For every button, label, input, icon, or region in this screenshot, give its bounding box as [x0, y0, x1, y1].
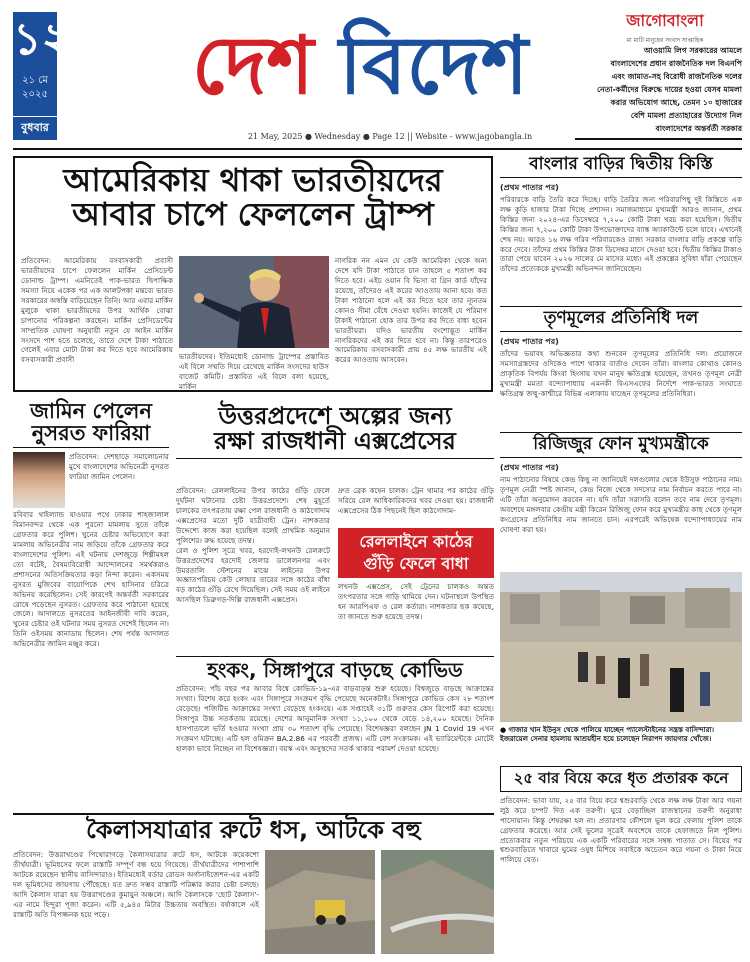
rajdhani-col-2-bottom: লখনউ এক্সপ্রেস, সেই ট্রেনের চালকও অন্তত তৎপরতার সঙ্গে গাড়ি থামিয়ে দেন। ঘটনাস্থলে উপস্থিত হন আরপিএফ ও রেল কর্তারা। নাশকতার ছক কষেছে, তা জানতে শুরু হয়েছে তদন্ত। — [338, 582, 494, 621]
rijiju-story — [500, 432, 742, 568]
kailash-headline: কৈলাসযাত্রার রুটে ধস, আটকে বহু — [86, 816, 421, 844]
fraud-headline: ২৫ বার বিয়ে করে ধৃত প্রতারক কনে — [500, 766, 742, 792]
covid-story — [176, 656, 494, 812]
callout-line2: গুঁড়ি ফেলে বাধা — [363, 554, 469, 573]
dateline: 21 May, 2025 ● Wednesday ● Page 12 || Website - www.jagobangla.in — [247, 132, 533, 141]
nusrat-headline-line1: জামিন পেলেন — [30, 399, 152, 423]
nusrat-story — [13, 400, 169, 808]
masthead-rule — [13, 148, 742, 150]
issue-year: ২০২৫ — [22, 89, 48, 100]
kailash-story — [13, 818, 494, 956]
rajdhani-headline — [176, 404, 494, 459]
rajdhani-callout — [338, 528, 494, 578]
nusrat-body: রবিবার থাইল্যান্ড যাওয়ার পথে ঢাকার শাহজালাল বিমানবন্দর থেকে এক পুরনো মামলায় সুতে তাঁকে গ্রেফতার করে পুলিশ। খুনের চেষ্টার অভিযোগে করা মামলায় অভিনেত্রীর নাম জড়িয়ে তাঁকে গ্রেফতার করে বাংলাদেশের পুলিশ। এই ঘটনায় দেশজুড়ে শিল্পীমহল তো বটেই, বৈষম্যবিরোধী আন্দোলনের সমর্থকরাও প্রশাসনের অতিসক্রিয়তার কড়া নিন্দা করেন। একসময় নুসরত মুজিবের বায়োপিকে শেখ হাসিনার চরিত্রে অভিনয় করেছিলেন। সেই কারণেই অন্তর্বর্তী সরকারের রোষে পড়েছেন নুসরত। গ্রেফতার করে পাঠানো হয়েছে জেলে। আদালতে নুসরতের আইনজীবী দাবি করেন, খুনের চেষ্টার ওই ঘটনার সময় নুসরত দেশেই ছিলেন না। তিনি ওইসময় কানাডায় ছিলেন। শেষ পর্যন্ত আদালত অভিনেত্রীর জামিন মঞ্জুর করে। — [13, 510, 169, 649]
brand-block — [590, 8, 740, 44]
teaser-line: এবং জামাত-সহ বিরোধী রাজনৈতিক দলের — [611, 72, 742, 81]
page-number-box — [13, 12, 71, 140]
tmc-delegate-story — [500, 306, 742, 428]
landslide-photo-1 — [265, 850, 375, 954]
lead-story-box — [13, 156, 493, 392]
nusrat-headline-line2: নুসরত ফারিয়া — [31, 421, 151, 446]
nusrat-photo — [13, 452, 65, 508]
rajdhani-col-1-para1: প্রতিবেদন: রেললাইনের উপর কাঠের গুঁড়ি ফেলে দুর্ঘটনা ঘটানোর চেষ্টা উত্তরপ্রদেশে। শেষ মুহূর্তে চালকের তৎপরতায় রক্ষা পেল রাজধানী ও কাঠগোদাম এক্সপ্রেসের মতো দুটি যাত্রীবাহী ট্রেন। নাশকতার উদ্দেশ্যে কাজ করা হয়েছিল বলেই প্রাথমিক অনুমান পুলিশের। রুদ্ধ হয়েছে তদন্ত। — [176, 486, 330, 545]
refugees-photo-icon — [500, 572, 742, 722]
rajdhani-col-1 — [176, 486, 330, 654]
bottom-rule — [13, 813, 494, 815]
person-pointing-icon — [179, 256, 329, 348]
section-title-part1: দেশ — [191, 19, 314, 112]
lead-headline-line2: আবার চাপে ফেললেন ট্রাম্প — [72, 194, 434, 233]
rajdhani-headline-line1: উত্তরপ্রদেশে অল্পের জন্য — [218, 402, 452, 430]
kailash-body: প্রতিবেদন: উত্তরাখণ্ডের পিথোরাগড়ে কৈলাসযাত্রার রুটে ধস, আটকে কয়েকশো তীর্থযাত্রী। ভূমিধসের ফলে রাস্তাটি সম্পূর্ণ বন্ধ হয়ে গিয়েছে। তীর্থযাত্রীদের পাশাপাশি আটকে রয়েছেন স্থানীয় বাসিন্দারাও। ইতিমধ্যেই বর্ডার রোডস অর্গানাইজেশন-এর একটি দল ভূমিধসের জায়গায় পৌঁছেছে। যত দ্রুত সম্ভব রাস্তাটি পরিষ্কার করার চেষ্টা চলছে। আদি কৈলাস যাত্রা হয় উত্তরাখণ্ডের কুমায়ুন অঞ্চলে। আদি কৈলাসকে 'ছোট কৈলাস'-এর নামে হিন্দুরা পূজা করেন। এটি ৫,৯৪৫ মিটার উচ্চতায় অবস্থিত। বর্ষাকালে এই রাস্তাটি অতি বিপজ্জনক হয়ে পড়ে। — [13, 850, 259, 919]
covid-headline: হংকং, সিঙ্গাপুরে বাড়ছে কোভিড — [176, 656, 494, 681]
landslide-icon — [265, 850, 375, 954]
bangla-house-body: পরিবারকে বাড়ি তৈরি করে দিচ্ছে। বাড়ি তৈরির জন্য পরিবারপিছু দুই কিস্তিতে এক লক্ষ কুড়ি হাজার টাকা দিচ্ছে প্রশাসন। সমাজমাধ্যমে মুখ্যমন্ত্রী আরও জানান, প্রথম কিস্তির জন্য ২০২৪-এর ডিসেম্বরে ৭,২০০ কোটি টাকা খরচ করা হয়েছিল। দ্বিতীয় কিস্তির জন্য ৭,২০০ কোটি টাকা উপভোক্তাদের ব্যাঙ্ক অ্যাকাউন্টে চলে যাবে। এখানেই শেষ নয়। আরও ১৬ লক্ষ গরিব পরিবারকেও রাজ্য সরকার বাংলার বাড়ি প্রকল্পে বাড়ি করে দেবে। তাঁদের প্রথম কিস্তির টাকা ডিসেম্বর মাসে দেওয়া হবে। দ্বিতীয় কিস্তির টাকাও তারা পেয়ে যাবেন ২০২৬ সালের মে মাসের মধ্যে। এই প্রকল্পের সুবিধা যাঁরা পেয়েছেন তাঁদের প্রত্যেককে মুখ্যমন্ত্রী অভিনন্দন জানিয়েছেন। — [500, 194, 743, 274]
teaser-line: আওয়ামি লিগ সরকারের আমলে — [643, 46, 742, 55]
section-title — [150, 6, 570, 136]
fraud-body: প্রতিবেদন: ভাবা যায়, ২৫ বার বিয়ে করে শ্বশুরবাড়ি থেকে লক্ষ লক্ষ টাকা আর গয়না লুঠ করে চম্পট দিত এক তরুণী। ঘুরে বেড়াচ্ছিল রাজস্থানের তরুণী অনুরাধা পাসোয়ান। কিন্তু শেষরক্ষা হল না। প্রতারণার কৌশলে ভুল করে ফেলায় পুলিশ তাকে গ্রেফতার করেছে। আর সেই ভুলের সূত্রেই অবশেষে তাকে হেফাজতে নিল পুলিশ। প্রত্যেকবার নতুন পরিচয়ে এক একটি পরিবারের সঙ্গে সম্বন্ধ পাতাত সে। বিয়ের পর শ্বশুরবাড়িতে খাবারে ঘুমের ওষুধ মিশিয়ে সবাইকে অচেতন করে গয়না ও টাকা নিয়ে পালিয়ে যেত। — [500, 795, 742, 865]
covid-body: প্রতিবেদন: পাঁচ বছর পর আবার বিশ্বে কোভিড-১৯-এর বাড়বাড়ন্ত শুরু হয়েছে। বিশ্বজুড়ে বাড়ছে আক্রান্তের সংখ্যা। বিশেষ করে হংকং এবং সিঙ্গাপুরে সংক্রমণ বৃদ্ধি পেয়েছে অনেকটাই। সিঙ্গাপুরে কোভিড কেস ২৮ শতাংশ বেড়েছে। পজিটিভ আক্রান্তের সংখ্যা বেড়েছে হংকংয়ে। এক সপ্তাহেই ৩১টি গুরুতর কেস রিপোর্ট করা হয়েছে। সিঙ্গাপুর উচ্চ সতর্কতায় রয়েছে। দেশের আনুমানিক সংখ্যা ১১,১০০ থেকে বেড়ে ১৪,২০০ হয়েছে। দৈনিক হাসপাতালে ভর্তি হওয়ার সংখ্যা প্রায় ৩০ শতাংশ বৃদ্ধি পেয়েছে। বিশেষজ্ঞরা বলছেন JN 1 Covid 19 এখন সংক্রমণ ঘটাচ্ছে। এটি হল ওমিক্রন BA.2.86 এর পরবর্তী প্রজন্ম। এটি বেশ সংক্রামক। এই ভ্যারিয়েন্টকে মোটেই হালকা ভাবে নিচ্ছেন না বিশেষজ্ঞরা। বয়স্ক এবং অসুস্থদের সতর্ক থাকার পরামর্শ দেওয়া হয়েছে। — [176, 684, 494, 753]
page-number: ১২ — [13, 14, 71, 65]
tmc-delegate-headline: তৃণমূলের প্রতিনিধি দল — [500, 306, 742, 332]
tmc-delegate-kicker: (প্রথম পাতার পর) — [500, 336, 559, 346]
tmc-delegate-body: তাঁদের ভয়াবহ অভিজ্ঞতার কথা শুনবেন তৃণমূলের প্রতিনিধি দল। প্রয়োজনে সমস্যাগ্রস্তদের ওদিকেও পাশে থাকার বার্তাও দেবেন তাঁরা। বাংলার কোথাও কোনও প্রাকৃতিক বিপর্যয় কিংবা হিংসায় যখন মানুষ ক্ষতিগ্রস্ত হয়েছেন, তখনও তৃণমূল নেত্রী মুখ্যমন্ত্রী মমতা বন্দ্যোপাধ্যায় এমনকী বিএসএফের নির্দেশে পাক-ভারত সংঘাতে ক্ষতিগ্রস্ত জম্মু-কাশ্মীরে বিভিন্ন এলাকায় যাচ্ছেন তৃণমূলের প্রতিনিধিরা। — [500, 348, 742, 398]
lead-headline-line1: আমেরিকায় থাকা ভারতীয়দের — [63, 161, 443, 199]
lead-col-1: প্রতিবেদন: আমেরিকায় বসবাসকারী প্রবাসী ভারতীয়দের চাপে ফেললেন মার্কিন প্রেসিডেন্ট ডোনাল্ড ট্রাম্প। এমনিতেই পাক-ভারত দ্বিপাক্ষিক সমস্যা নিয়ে একেক পর এক আলটপকা মন্তব্যে ভারত সরকারের অস্বস্তি বাড়িয়েছেন তিনি। আর এবার মার্কিন মুলুকে থাকা ভারতীয়দের উপর আর্থিক বোঝা চাপানোর পরিকল্পনা করছেন। মার্কিন প্রেসিডেন্টের সাম্প্রতিক ঘোষণা অনুযায়ী নতুন যে আইন মার্কিন সংসদে পাশ হতে চলেছে, তাতে দেশে টাকা পাঠাতে গেলেই এবার মোটা টাকা কর দিতে হবে আমেরিকায় বসবাসকারী প্রবাসী — [21, 256, 173, 365]
section-title-part2: বিদেশ — [339, 19, 529, 112]
teaser-line: বাংলাদেশের অন্তর্বর্তী সরকার — [655, 124, 742, 133]
gaza-photo — [500, 572, 742, 722]
rijiju-kicker: (প্রথম পাতার পর) — [500, 462, 559, 472]
rajdhani-col-1-para2: রেল ও পুলিশ সূত্রে খবর, হরদোই-লখনউ রেলরুটে উত্তরপ্রদেশের হরদোই জেলার ডালেলনগর এবং উমরতালি স্টেশনের মাঝে লাইনের উপর অজ্ঞাতপরিচয় কেউ লোহার তারের সঙ্গে কাঠের বাঁধা বড় কাঠের গুঁড়ি রেখে দিয়েছিল। সেই সময় ওই লাইনে আসছিল ডিব্রুগড়-দিল্লি রাজধানী এক্সপ্রেস। — [176, 545, 330, 605]
mountain-road-icon — [381, 850, 494, 954]
fraud-story — [500, 766, 742, 956]
brand-tagline: মা মাটি মানুষের সংবাদ সাপ্তাহিক — [626, 37, 704, 44]
rajdhani-story — [176, 404, 494, 652]
issue-date: ২১ মে — [22, 75, 48, 86]
rijiju-headline: রিজিজুর ফোন মুখ্যমন্ত্রীকে — [500, 432, 742, 458]
bangla-house-kicker: (প্রথম পাতার পর) — [500, 182, 559, 192]
teaser-line: নেতা-কর্মীদের বিরুদ্ধে দায়ের হওয়া যেসব মামলা — [597, 85, 742, 94]
teaser-line: বেশি মামলা প্রত্যাহারের উদ্যোগ নিল — [630, 111, 742, 120]
trump-photo — [179, 256, 329, 348]
lead-col-2: ভারতীয়দের। ইতিমধ্যেই ডোনাল্ড ট্রাম্পের প্রস্তাবিত এই বিলে সম্মতি দিয়ে রেখেছে মার্কিন সংসদের হাউস বাজেট কমিটি। প্রস্তাবিত এই বিলে বলা হয়েছে, মার্কিন — [179, 352, 329, 391]
top-teaser — [575, 44, 742, 140]
nusrat-headline — [13, 400, 169, 448]
rajdhani-headline-line2: রক্ষা রাজধানী এক্সপ্রেসের — [214, 427, 456, 456]
teaser-line: বাংলাদেশের প্রধান রাজনৈতিক দল বিএনপি — [610, 59, 742, 68]
bangla-house-story — [500, 156, 742, 300]
lead-headline — [21, 161, 485, 250]
nusrat-body-top: প্রতিবেদন: দেশছাড়ে সমালোচনার মুখে বাংলাদেশের অভিনেত্রী নুসরত ফারিয়া জামিন পেলেন। — [69, 452, 169, 481]
lead-col-3: নাগরিক নন এমন যে কেউ আমেরিকা থেকে অন্য দেশে যদি টাকা পাঠাতে চান তাহলে ৫ শতাংশ কর দিতে হবে। এইচ ওয়ান বি ভিসা বা গ্রিন কার্ড যাঁদের রয়েছে, তাঁদেরও এই করের আওতায় আনা হবে। কত টাকা পাঠানো হলে এই কর দিতে হবে তার ন্যূনতম কোনও সীমা বেঁধে দেওয়া হয়নি। কাজেই যে পরিমাণ টাকাই পাঠানো হোক তার উপর কর দিতে বাধ্য হবেন ভারতীয়রা। যদিও ভারতীয় বংশোদ্ভূত মার্কিন নাগরিকদের এই কর দিতে হবে না। কিন্তু তারপরেও আমেরিকায় বসবাসকারী প্রায় ৪৫ লক্ষ ভারতীয় এই করের আওতায় আসবেন। — [335, 256, 487, 365]
brand-logo: জাগোবাংলা — [626, 11, 704, 30]
teaser-line: করার অভিযোগ আছে, তেমন ১০ হাজারের — [610, 98, 742, 107]
callout-line1: রেললাইনে কাঠের — [359, 532, 473, 551]
rijiju-body: নাম পাঠানোর বিষয়ে কেন্দ্র কিছু না জানিয়েই দলগুলোর থেকে ইউসুফ পাঠানের নাম। তৃণমূল নেত্রী স্পষ্ট জানান, কেন্দ্র নিজে থেকে সদস্যের নাম নির্বাচন করতে পারে না। এটি তাঁরা অনুমোদন করবেন না। যদি তাঁরা সরাসরি বলেন তবে নাম দেবে তৃণমূল। অবশেষে মঙ্গলবার কেন্দ্রীয় মন্ত্রী কিরেন রিজিজু ফোন করে মুখ্যমন্ত্রীর কাছ থেকে তৃণমূল কংগ্রেসের প্রতিনিধির নাম জানতে চান। এরপরেই অভিষেক বন্দ্যোপাধ্যায়ের নাম ঘোষণা করা হয়। — [500, 474, 742, 534]
landslide-photo-2 — [381, 850, 494, 954]
rajdhani-col-2-top: দ্রুত ব্রেক কষেন চালক। ট্রেন থামার পর কাঠের গুঁড়ি সরিয়ে রেল আধিকারিকদের খবর দেওয়া হয়। রাজধানী এক্সপ্রেসের ঠিক পিছনেই ছিল কাঠগোদাম- — [338, 486, 494, 515]
issue-weekday: বুধবার — [13, 116, 57, 139]
gaza-caption: ● গাজার খান ইউনুস থেকে পালিয়ে যাচ্ছেন প্যালেস্টাইনের সন্ত্রস্ত বাসিন্দারা। ইজরায়েল সেনার হামলায় আশ্রয়হীন হয়ে চলেছেন নিরাপদ জায়গার খোঁজে। — [500, 726, 715, 744]
bangla-house-headline: বাংলার বাড়ির দ্বিতীয় কিস্তি — [500, 156, 742, 178]
